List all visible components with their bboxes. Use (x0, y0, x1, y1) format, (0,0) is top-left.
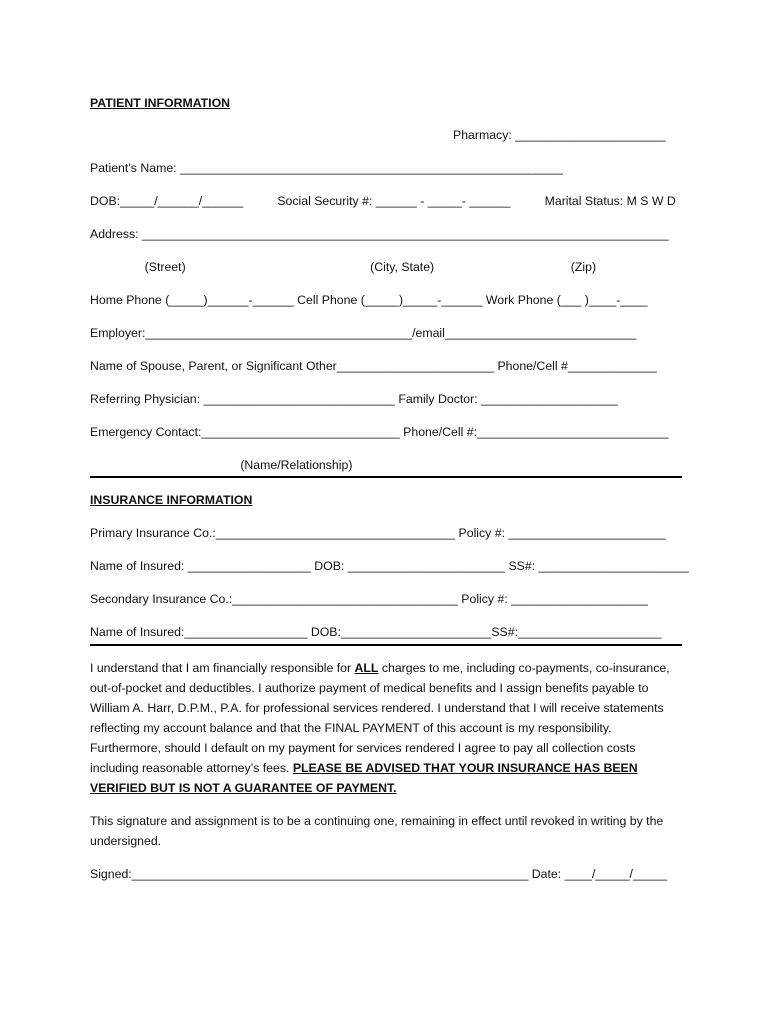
address-sublabels: (Street) (City, State) (Zip) (90, 260, 597, 274)
phone-fields-row[interactable]: Home Phone (_____)______-______ Cell Phone (_____)_____-______ Work Phone (___ )____-____ (90, 293, 648, 307)
secondary-insurance-row[interactable]: Secondary Insurance Co.:_________________________________ Policy #: ____________________ (90, 592, 648, 606)
section-divider-2 (90, 644, 682, 646)
employer-email-row[interactable]: Employer:_______________________________________/email____________________________ (90, 326, 637, 340)
primary-insurance-row[interactable]: Primary Insurance Co.:___________________________________ Policy #: _______________________ (90, 526, 666, 540)
pharmacy-field[interactable]: Pharmacy: ______________________ (453, 128, 666, 142)
insurance-information-heading: INSURANCE INFORMATION (90, 493, 253, 507)
agreement-all-emphasis: ALL (354, 661, 379, 675)
primary-insured-row[interactable]: Name of Insured: __________________ DOB: _______________________ SS#: ______________________ (90, 559, 689, 573)
assignment-paragraph (90, 811, 682, 851)
referring-physician-row[interactable]: Referring Physician: ____________________________ Family Doctor: ____________________ (90, 392, 618, 406)
secondary-insured-row[interactable]: Name of Insured:__________________ DOB:______________________SS#:_____________________ (90, 625, 662, 639)
patient-information-heading: PATIENT INFORMATION (90, 96, 231, 110)
agreement-text-start: I understand that I am financially responsible for (90, 661, 355, 675)
section-divider-1 (90, 476, 682, 478)
patient-name-field[interactable]: Patient’s Name: ________________________________________________________ (90, 161, 563, 175)
insurance-warning-text: PLEASE BE ADVISED THAT YOUR INSURANCE HAS BEEN VERIFIED BUT IS NOT A GUARANTEE OF PAYMENT. (90, 761, 638, 795)
dob-ssn-marital-row[interactable]: DOB:_____/______/______ Social Security #: ______ - _____- ______ Marital Status: M S W D (90, 194, 676, 208)
address-field[interactable]: Address: _____________________________________________________________________________ (90, 227, 669, 241)
emergency-contact-sublabel: (Name/Relationship) (90, 458, 353, 472)
assignment-text: This signature and assignment is to be a continuing one, remaining in effect until revoked in writing by the undersigned. (90, 814, 664, 848)
spouse-parent-row[interactable]: Name of Spouse, Parent, or Significant Other_______________________ Phone/Cell #_____________ (90, 359, 657, 373)
emergency-contact-row[interactable]: Emergency Contact:_____________________________ Phone/Cell #:____________________________ (90, 425, 669, 439)
signature-date-row[interactable]: Signed:__________________________________________________________ Date: ____/_____/_____ (90, 867, 668, 881)
financial-agreement-paragraph (90, 658, 682, 798)
agreement-text-body: charges to me, including co-payments, co-insurance, out-of-pocket and deductibles. I authorize payment of medical benefits and I assign benefits payable to William A. Harr, D.P.M., P.A. for professional services rendered. I understand that I will receive statements reflecting my account balance and that the FINAL PAYMENT of this account is my responsibility. Furthermore, should I default on my payment for services rendered I agree to pay all collection costs including reasonable attorney’s fees. (90, 661, 670, 775)
